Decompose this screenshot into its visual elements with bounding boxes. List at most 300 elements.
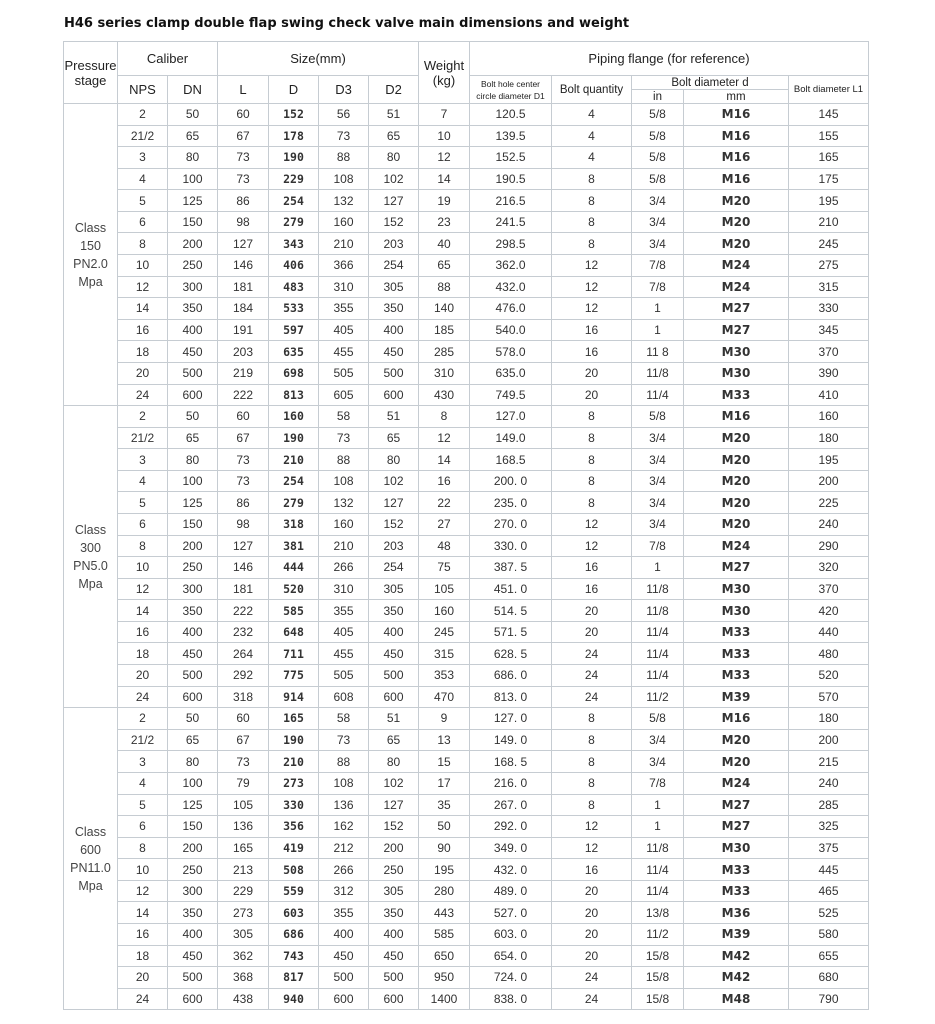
table-cell: 362 <box>218 945 269 967</box>
table-cell: 320 <box>789 557 869 579</box>
table-cell: 12 <box>552 255 632 277</box>
table-cell: 355 <box>319 902 369 924</box>
header-bolt-diameter-d: Bolt diameter d <box>632 76 789 90</box>
table-cell: 600 <box>319 988 369 1010</box>
table-cell: 22 <box>419 492 470 514</box>
table-row <box>64 492 869 514</box>
table-cell: 6 <box>118 513 168 535</box>
table-cell: 24 <box>552 988 632 1010</box>
table-cell: 12 <box>552 276 632 298</box>
table-cell: 305 <box>218 923 269 945</box>
table-cell: M36 <box>684 902 789 924</box>
table-cell: 300 <box>168 578 218 600</box>
table-cell: M16 <box>684 147 789 169</box>
table-cell: M27 <box>684 816 789 838</box>
table-cell: 210 <box>269 449 319 471</box>
table-cell: M30 <box>684 362 789 384</box>
pressure-stage-line: 600 <box>80 842 101 857</box>
table-cell: 950 <box>419 967 470 989</box>
table-cell: 292. 0 <box>470 816 552 838</box>
table-row <box>64 643 869 665</box>
table-cell: 200 <box>168 233 218 255</box>
table-cell: 8 <box>552 794 632 816</box>
table-cell: 24 <box>552 665 632 687</box>
table-cell: 165 <box>789 147 869 169</box>
table-cell: 21/2 <box>118 427 168 449</box>
table-cell: 12 <box>118 276 168 298</box>
table-cell: 160 <box>319 211 369 233</box>
table-cell: 168.5 <box>470 449 552 471</box>
header-weight: Weight (kg) <box>419 42 470 104</box>
table-row <box>64 837 869 859</box>
table-cell: 108 <box>319 772 369 794</box>
table-cell: 12 <box>552 837 632 859</box>
table-cell: 127 <box>218 233 269 255</box>
table-cell: 5/8 <box>632 708 684 730</box>
table-cell: 420 <box>789 600 869 622</box>
table-cell: 125 <box>168 794 218 816</box>
pressure-stage-cell <box>64 708 118 1010</box>
table-cell: 216.5 <box>470 190 552 212</box>
table-cell: 20 <box>552 923 632 945</box>
table-cell: 3 <box>118 449 168 471</box>
table-cell: 500 <box>168 665 218 687</box>
table-cell: 181 <box>218 276 269 298</box>
table-cell: M33 <box>684 859 789 881</box>
table-cell: 11 8 <box>632 341 684 363</box>
table-cell: 520 <box>269 578 319 600</box>
table-cell: 3/4 <box>632 513 684 535</box>
table-cell: 330 <box>789 298 869 320</box>
table-cell: 51 <box>369 406 419 428</box>
header-in: in <box>632 90 684 104</box>
table-cell: 400 <box>168 621 218 643</box>
table-cell: 455 <box>319 341 369 363</box>
table-cell: 51 <box>369 708 419 730</box>
table-cell: 7/8 <box>632 276 684 298</box>
table-cell: 17 <box>419 772 470 794</box>
table-cell: 229 <box>269 168 319 190</box>
table-cell: 165 <box>269 708 319 730</box>
table-row <box>64 513 869 535</box>
table-cell: 216. 0 <box>470 772 552 794</box>
table-row <box>64 923 869 945</box>
table-cell: 150 <box>168 211 218 233</box>
table-cell: 451. 0 <box>470 578 552 600</box>
table-cell: 280 <box>419 880 470 902</box>
header-d3: D3 <box>319 76 369 104</box>
table-cell: 330 <box>269 794 319 816</box>
table-cell: 73 <box>218 147 269 169</box>
table-cell: M16 <box>684 168 789 190</box>
table-cell: 18 <box>118 341 168 363</box>
table-cell: 73 <box>218 168 269 190</box>
table-cell: 11/4 <box>632 384 684 406</box>
table-cell: 146 <box>218 557 269 579</box>
table-cell: 212 <box>319 837 369 859</box>
table-cell: 400 <box>369 319 419 341</box>
table-row <box>64 880 869 902</box>
table-cell: 152 <box>369 513 419 535</box>
table-header <box>64 42 869 104</box>
table-row <box>64 298 869 320</box>
table-cell: 8 <box>552 427 632 449</box>
table-cell: 14 <box>419 168 470 190</box>
table-cell: 184 <box>218 298 269 320</box>
table-cell: M20 <box>684 190 789 212</box>
table-cell: 310 <box>319 276 369 298</box>
table-cell: 73 <box>319 729 369 751</box>
table-cell: M48 <box>684 988 789 1010</box>
table-cell: M30 <box>684 341 789 363</box>
table-row <box>64 276 869 298</box>
table-cell: 310 <box>419 362 470 384</box>
table-cell: 100 <box>168 470 218 492</box>
table-cell: 5 <box>118 190 168 212</box>
table-cell: 355 <box>319 600 369 622</box>
table-cell: 813. 0 <box>470 686 552 708</box>
table-cell: 345 <box>789 319 869 341</box>
table-cell: 597 <box>269 319 319 341</box>
table-cell: 175 <box>789 168 869 190</box>
table-cell: 73 <box>218 470 269 492</box>
table-cell: 16 <box>419 470 470 492</box>
table-cell: 60 <box>218 708 269 730</box>
table-row <box>64 190 869 212</box>
pressure-stage-line: Mpa <box>78 274 103 289</box>
table-cell: 11/2 <box>632 686 684 708</box>
table-row <box>64 729 869 751</box>
table-cell: 450 <box>168 945 218 967</box>
table-cell: 50 <box>168 104 218 126</box>
table-cell: 65 <box>369 125 419 147</box>
table-cell: 120.5 <box>470 104 552 126</box>
table-cell: 450 <box>319 945 369 967</box>
table-cell: 12 <box>419 147 470 169</box>
table-row <box>64 794 869 816</box>
table-row <box>64 686 869 708</box>
table-cell: 8 <box>419 406 470 428</box>
table-cell: 23 <box>419 211 470 233</box>
table-cell: 480 <box>789 643 869 665</box>
table-cell: 2 <box>118 104 168 126</box>
table-cell: M39 <box>684 686 789 708</box>
table-cell: 279 <box>269 492 319 514</box>
table-cell: 50 <box>168 708 218 730</box>
table-cell: M42 <box>684 967 789 989</box>
table-cell: M20 <box>684 751 789 773</box>
pressure-stage-line: PN5.0 <box>73 558 108 573</box>
table-cell: 570 <box>789 686 869 708</box>
table-cell: 16 <box>118 319 168 341</box>
table-cell: 8 <box>552 708 632 730</box>
table-cell: 264 <box>218 643 269 665</box>
table-cell: 18 <box>118 945 168 967</box>
table-cell: 203 <box>218 341 269 363</box>
table-cell: 219 <box>218 362 269 384</box>
table-cell: 370 <box>789 341 869 363</box>
table-cell: 215 <box>789 751 869 773</box>
table-cell: 13/8 <box>632 902 684 924</box>
table-cell: M42 <box>684 945 789 967</box>
table-cell: 343 <box>269 233 319 255</box>
table-cell: 105 <box>218 794 269 816</box>
table-cell: 600 <box>369 686 419 708</box>
header-mm: mm <box>684 90 789 104</box>
table-cell: 559 <box>269 880 319 902</box>
header-dn: DN <box>168 76 218 104</box>
table-cell: 312 <box>319 880 369 902</box>
table-cell: 8 <box>118 233 168 255</box>
table-cell: 245 <box>789 233 869 255</box>
table-cell: 21/2 <box>118 125 168 147</box>
table-row <box>64 600 869 622</box>
pressure-stage-line: PN2.0 <box>73 256 108 271</box>
table-cell: 10 <box>118 557 168 579</box>
table-cell: 285 <box>419 341 470 363</box>
table-cell: 79 <box>218 772 269 794</box>
table-cell: 4 <box>552 104 632 126</box>
table-cell: 325 <box>789 816 869 838</box>
table-cell: 525 <box>789 902 869 924</box>
table-cell: 450 <box>168 643 218 665</box>
table-cell: 210 <box>319 535 369 557</box>
table-cell: 16 <box>552 859 632 881</box>
table-cell: 8 <box>552 449 632 471</box>
table-cell: 160 <box>419 600 470 622</box>
table-cell: 430 <box>419 384 470 406</box>
table-cell: M20 <box>684 729 789 751</box>
table-cell: 16 <box>552 578 632 600</box>
header-d: D <box>269 76 319 104</box>
table-cell: 443 <box>419 902 470 924</box>
table-cell: 1 <box>632 557 684 579</box>
table-cell: 914 <box>269 686 319 708</box>
table-cell: 465 <box>789 880 869 902</box>
table-cell: M20 <box>684 211 789 233</box>
table-cell: 8 <box>552 751 632 773</box>
table-cell: 505 <box>319 665 369 687</box>
table-cell: 3/4 <box>632 190 684 212</box>
table-cell: 222 <box>218 600 269 622</box>
pressure-stage-line: Class <box>74 220 107 235</box>
table-cell: 20 <box>552 621 632 643</box>
table-cell: 489. 0 <box>470 880 552 902</box>
table-cell: 80 <box>168 449 218 471</box>
table-cell: 13 <box>419 729 470 751</box>
table-cell: 51 <box>369 104 419 126</box>
table-cell: 285 <box>789 794 869 816</box>
table-cell: M16 <box>684 708 789 730</box>
table-cell: 165 <box>218 837 269 859</box>
table-cell: 5/8 <box>632 104 684 126</box>
table-cell: 222 <box>218 384 269 406</box>
table-cell: M27 <box>684 557 789 579</box>
table-cell: 267. 0 <box>470 794 552 816</box>
table-cell: 450 <box>369 945 419 967</box>
table-cell: 168. 5 <box>470 751 552 773</box>
table-cell: 65 <box>168 729 218 751</box>
table-cell: 162 <box>319 816 369 838</box>
table-cell: 1 <box>632 319 684 341</box>
table-cell: 200 <box>168 535 218 557</box>
table-cell: 152 <box>269 104 319 126</box>
table-cell: M16 <box>684 406 789 428</box>
table-cell: 11/4 <box>632 643 684 665</box>
table-cell: M16 <box>684 104 789 126</box>
table-cell: 438 <box>218 988 269 1010</box>
table-cell: 132 <box>319 492 369 514</box>
table-cell: 100 <box>168 772 218 794</box>
table-cell: 149.0 <box>470 427 552 449</box>
table-cell: 250 <box>369 859 419 881</box>
table-cell: 98 <box>218 513 269 535</box>
table-cell: 185 <box>419 319 470 341</box>
table-cell: 190 <box>269 147 319 169</box>
table-cell: 520 <box>789 665 869 687</box>
table-cell: 362.0 <box>470 255 552 277</box>
table-cell: 350 <box>369 600 419 622</box>
table-cell: M33 <box>684 384 789 406</box>
table-cell: 400 <box>319 923 369 945</box>
table-cell: 724. 0 <box>470 967 552 989</box>
table-cell: 250 <box>168 557 218 579</box>
table-cell: 318 <box>269 513 319 535</box>
table-cell: 300 <box>168 880 218 902</box>
table-cell: 20 <box>552 902 632 924</box>
table-cell: 35 <box>419 794 470 816</box>
table-cell: 10 <box>118 859 168 881</box>
header-nps: NPS <box>118 76 168 104</box>
table-cell: 102 <box>369 772 419 794</box>
table-cell: 155 <box>789 125 869 147</box>
table-cell: 20 <box>118 967 168 989</box>
table-cell: 11/8 <box>632 837 684 859</box>
table-cell: 2 <box>118 406 168 428</box>
table-cell: 190.5 <box>470 168 552 190</box>
table-cell: 240 <box>789 772 869 794</box>
table-cell: 200 <box>789 470 869 492</box>
table-cell: 16 <box>118 923 168 945</box>
table-cell: 24 <box>118 384 168 406</box>
table-cell: 127 <box>369 492 419 514</box>
table-cell: 6 <box>118 816 168 838</box>
table-cell: 817 <box>269 967 319 989</box>
table-cell: 152.5 <box>470 147 552 169</box>
table-cell: 50 <box>419 816 470 838</box>
table-cell: 4 <box>118 772 168 794</box>
table-cell: 650 <box>419 945 470 967</box>
table-cell: 88 <box>319 751 369 773</box>
table-cell: 5 <box>118 794 168 816</box>
table-cell: 102 <box>369 470 419 492</box>
table-cell: 500 <box>369 967 419 989</box>
table-cell: 410 <box>789 384 869 406</box>
pressure-stage-line: 150 <box>80 238 101 253</box>
table-cell: 8 <box>118 535 168 557</box>
table-cell: 139.5 <box>470 125 552 147</box>
table-cell: 65 <box>168 125 218 147</box>
table-cell: 88 <box>319 147 369 169</box>
table-cell: 315 <box>419 643 470 665</box>
table-cell: 400 <box>369 923 419 945</box>
table-cell: 350 <box>168 600 218 622</box>
table-row <box>64 255 869 277</box>
table-row <box>64 772 869 794</box>
table-cell: 432.0 <box>470 276 552 298</box>
table-cell: 88 <box>419 276 470 298</box>
table-cell: 127 <box>369 190 419 212</box>
table-cell: 743 <box>269 945 319 967</box>
table-cell: 20 <box>552 945 632 967</box>
table-cell: 127.0 <box>470 406 552 428</box>
table-cell: 140 <box>419 298 470 320</box>
header-bolt-hole-center: Bolt hole center circle diameter D1 <box>470 76 552 104</box>
table-cell: 108 <box>319 168 369 190</box>
table-cell: 150 <box>168 816 218 838</box>
table-cell: 1 <box>632 794 684 816</box>
table-cell: 14 <box>419 449 470 471</box>
table-cell: 80 <box>369 751 419 773</box>
table-cell: 366 <box>319 255 369 277</box>
table-cell: 813 <box>269 384 319 406</box>
table-row <box>64 384 869 406</box>
table-cell: 7/8 <box>632 772 684 794</box>
table-cell: 381 <box>269 535 319 557</box>
table-cell: 279 <box>269 211 319 233</box>
header-piping-flange: Piping flange (for reference) <box>470 42 869 76</box>
table-cell: 65 <box>168 427 218 449</box>
table-cell: 527. 0 <box>470 902 552 924</box>
table-cell: 180 <box>789 708 869 730</box>
table-cell: 540.0 <box>470 319 552 341</box>
table-cell: 11/2 <box>632 923 684 945</box>
table-cell: 21/2 <box>118 729 168 751</box>
table-cell: 600 <box>369 988 419 1010</box>
table-cell: 20 <box>118 362 168 384</box>
table-cell: 27 <box>419 513 470 535</box>
table-cell: 4 <box>118 168 168 190</box>
table-cell: 12 <box>552 816 632 838</box>
table-row <box>64 751 869 773</box>
table-cell: 180 <box>789 427 869 449</box>
table-cell: 200 <box>168 837 218 859</box>
header-pressure-stage: Pressure stage <box>64 42 118 104</box>
table-cell: 500 <box>319 967 369 989</box>
table-row <box>64 535 869 557</box>
table-cell: 254 <box>269 470 319 492</box>
table-cell: 698 <box>269 362 319 384</box>
table-cell: 9 <box>419 708 470 730</box>
table-cell: 445 <box>789 859 869 881</box>
table-cell: 48 <box>419 535 470 557</box>
table-cell: 400 <box>168 923 218 945</box>
table-cell: 1400 <box>419 988 470 1010</box>
table-cell: 266 <box>319 859 369 881</box>
table-cell: 125 <box>168 190 218 212</box>
table-cell: 350 <box>369 298 419 320</box>
table-cell: 16 <box>552 341 632 363</box>
table-row <box>64 104 869 126</box>
table-cell: M33 <box>684 665 789 687</box>
table-cell: 355 <box>319 298 369 320</box>
table-cell: 254 <box>369 557 419 579</box>
table-cell: 73 <box>218 449 269 471</box>
table-cell: 14 <box>118 600 168 622</box>
table-row <box>64 967 869 989</box>
table-cell: M24 <box>684 255 789 277</box>
table-cell: 102 <box>369 168 419 190</box>
